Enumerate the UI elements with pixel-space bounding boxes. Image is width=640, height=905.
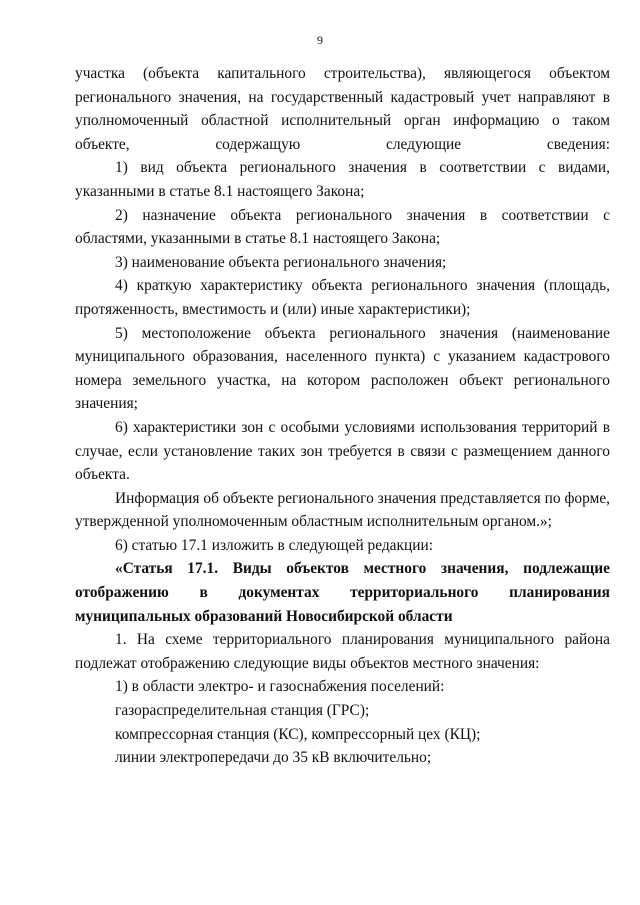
paragraph-information-form: Информация об объекте регионального значения представляется по форме, утвержденной уполномоченным областным исполнительным органом.»; bbox=[75, 489, 610, 531]
document-body bbox=[75, 62, 610, 770]
list-item-power-lines: линии электропередачи до 35 кВ включительно; bbox=[115, 749, 432, 767]
list-item-grs: газораспределительная станция (ГРС); bbox=[115, 702, 370, 720]
list-item-4-characteristics: 4) краткую характеристику объекта регионального значения (площадь, протяженность, вместимость и (или) иные характеристики); bbox=[75, 277, 610, 318]
paragraph-intro-continuation: участка (объекта капитального строительства), являющегося объектом регионального значения, на государственный кадастровый учет направляют в уполномоченный областной исполнительный орган информацию о таком объекте, содержащую следующие сведения: bbox=[75, 65, 610, 153]
paragraph-clause-1: 1. На схеме территориального планирования муниципального района подлежат отображению следующие виды объектов местного значения: bbox=[75, 631, 610, 672]
list-item-ks-kc: компрессорная станция (КС), компрессорный цех (КЦ); bbox=[115, 725, 481, 743]
list-item-energy-gas: 1) в области электро- и газоснабжения поселений: bbox=[115, 678, 445, 696]
list-item-3-name: 3) наименование объекта регионального значения; bbox=[115, 253, 447, 271]
paragraph-amendment-6: 6) статью 17.1 изложить в следующей редакции: bbox=[115, 536, 433, 554]
list-item-5-location: 5) местоположение объекта регионального значения (наименование муниципального образования, населенного пункта) с указанием кадастрового номера земельного участка, на котором расположен объект регионального значения; bbox=[75, 324, 610, 413]
list-item-2-purpose: 2) назначение объекта регионального значения в соответствии с областями, указанными в статье 8.1 настоящего Закона; bbox=[75, 206, 610, 248]
list-item-1-type: 1) вид объекта регионального значения в соответствии с видами, указанными в статье 8.1 настоящего Закона; bbox=[75, 159, 610, 200]
article-heading-17-1: «Статья 17.1. Виды объектов местного значения, подлежащие отображению в документах территориального планирования муниципальных образований Новосибирской области bbox=[75, 560, 610, 625]
page-number: 9 bbox=[317, 33, 323, 47]
list-item-6-zones: 6) характеристики зон с особыми условиями использования территорий в случае, если установление таких зон требуется в связи с размещением данного объекта. bbox=[75, 418, 610, 484]
